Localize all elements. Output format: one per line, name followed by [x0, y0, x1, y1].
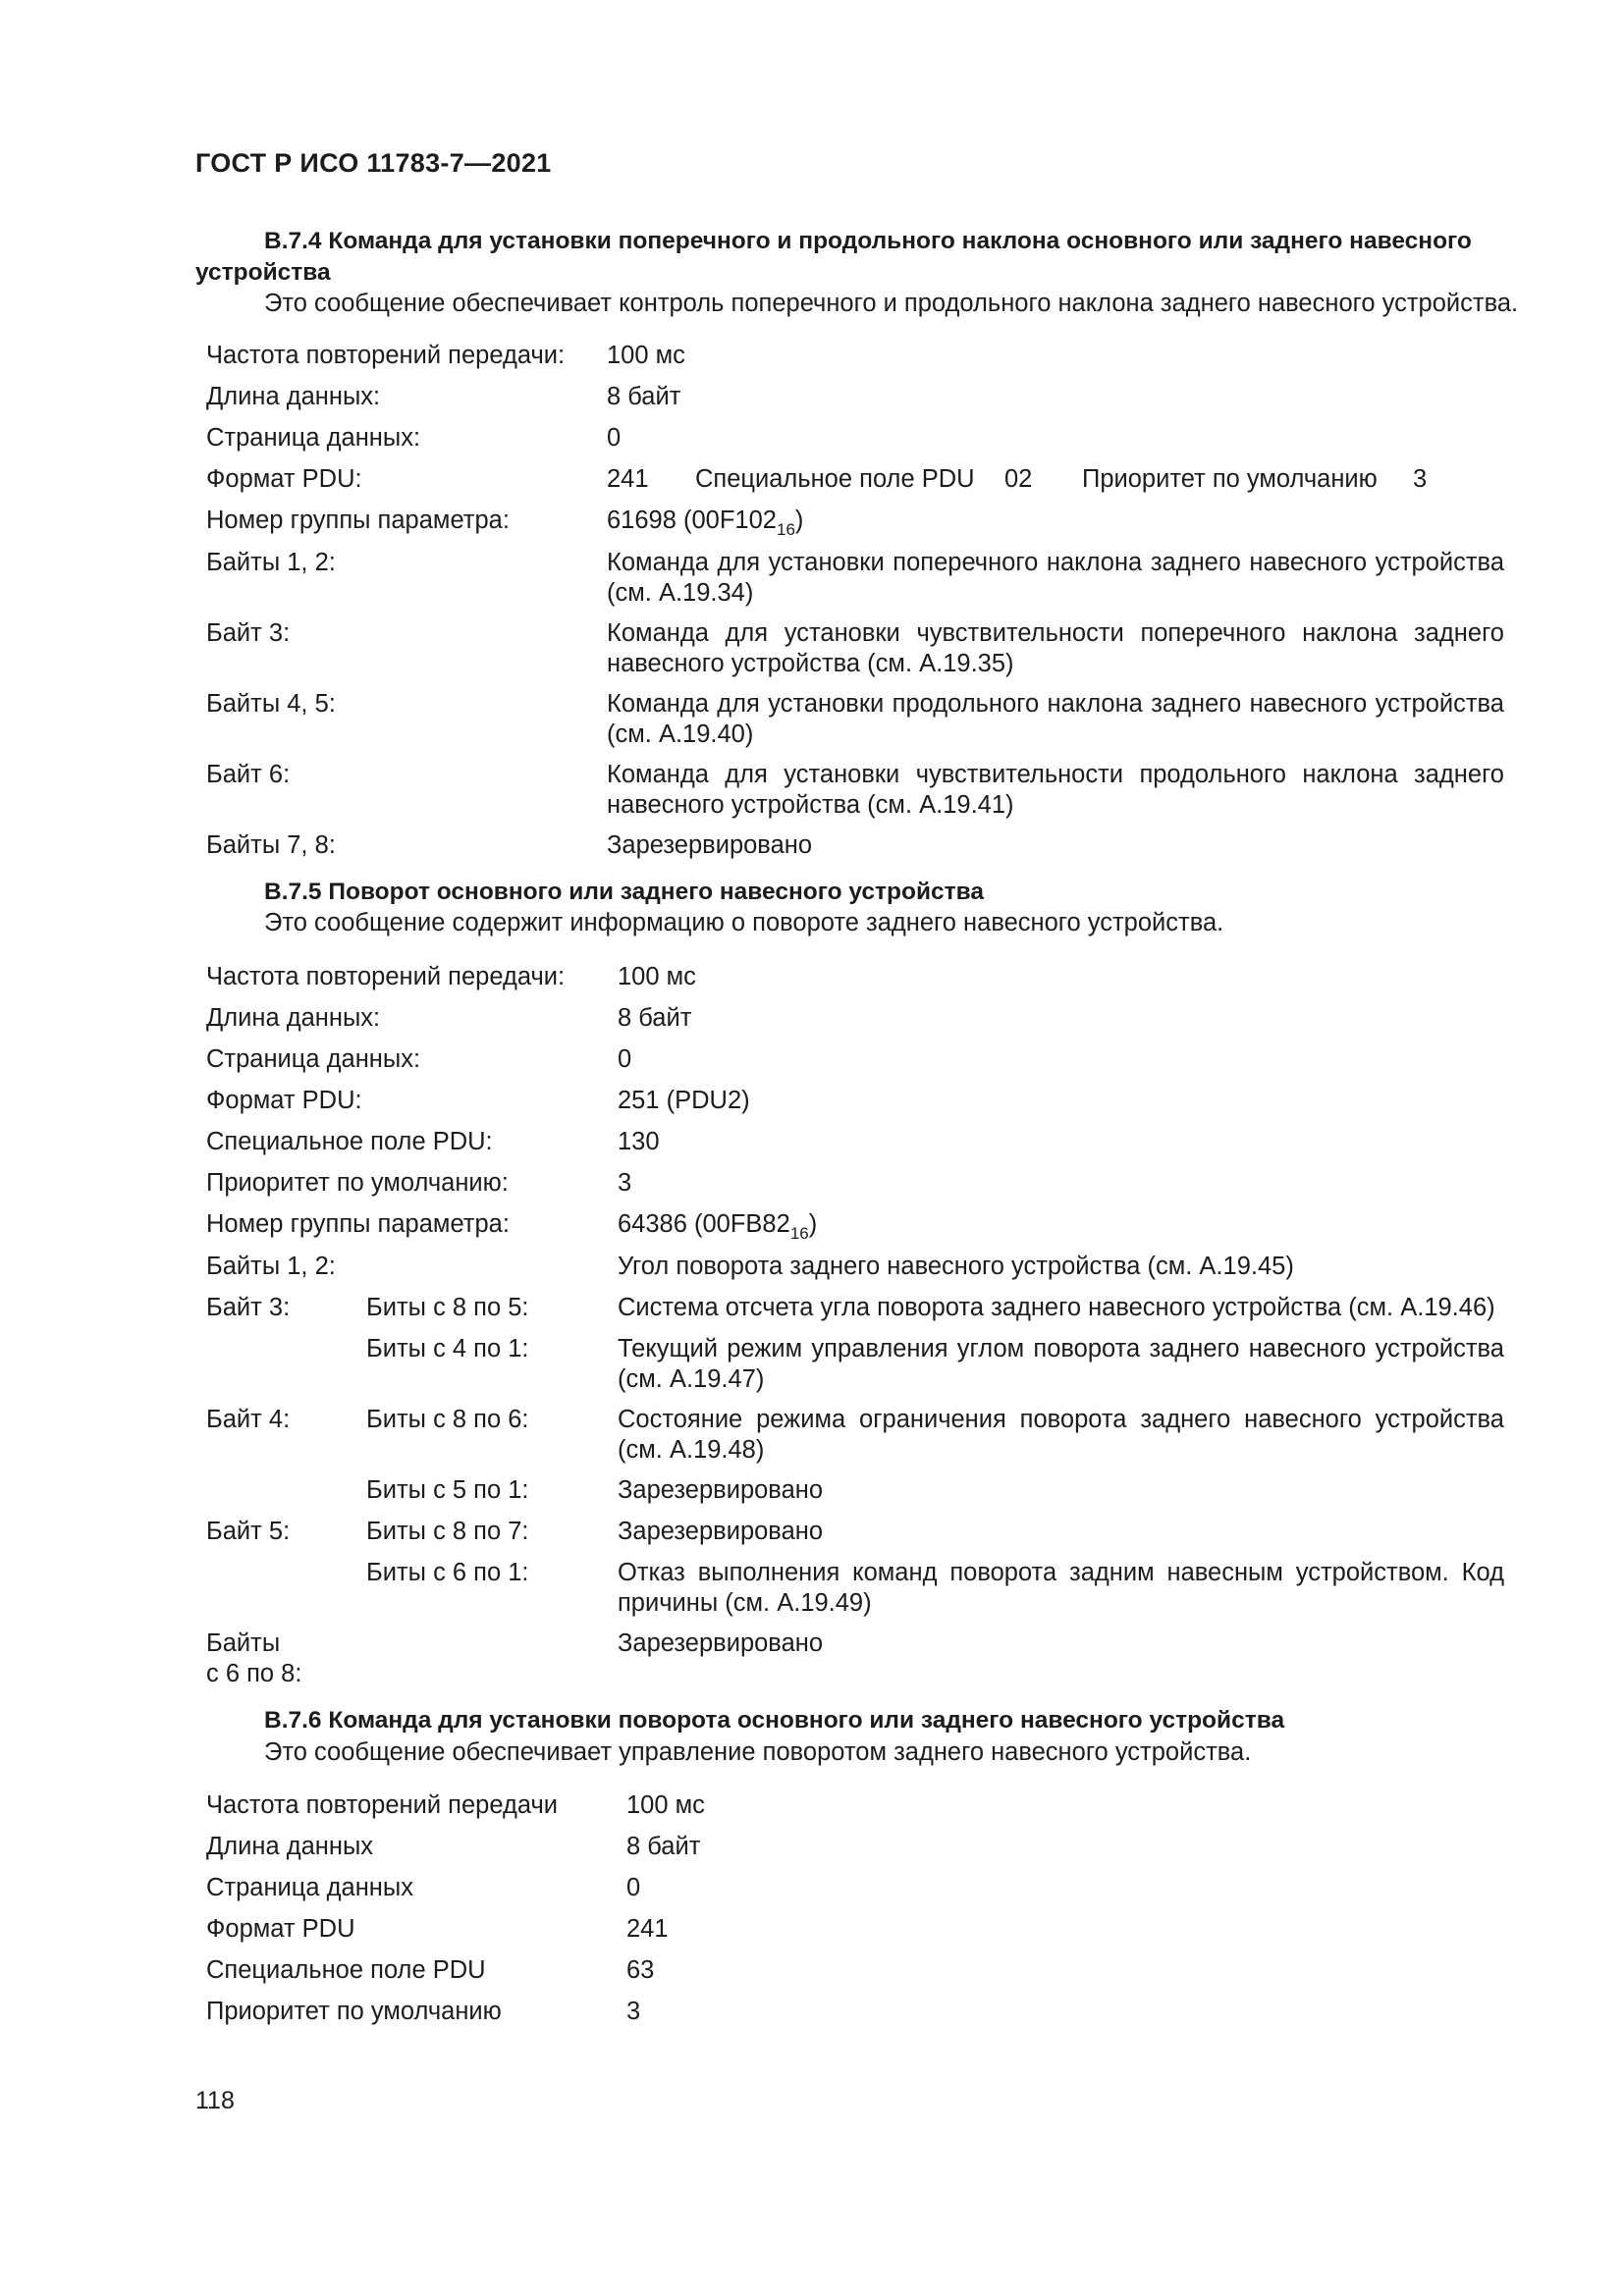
b74-value-bytes-4-5: Команда для установки продольного наклона заднего навесного устройства (см. А.19.40)	[607, 690, 1504, 748]
b74-label-byte-6: Байт 6:	[206, 761, 291, 788]
b74-label-bytes-7-8: Байты 7, 8:	[206, 831, 336, 859]
b75-value-length: 8 байт	[618, 1004, 692, 1032]
b74-value-pgn	[607, 506, 1504, 539]
b76-value-priority: 3	[626, 1998, 641, 2025]
b75-value-byte-3-bits-4-1: Текущий режим управления углом поворота заднего навесного устройства (см. А.19.47)	[618, 1335, 1504, 1393]
b74-label-byte-3: Байт 3:	[206, 619, 291, 647]
b74-value-bytes-7-8: Зарезервировано	[607, 831, 813, 859]
b75-sublabel-byte-3-bits-4-1: Биты с 4 по 1:	[366, 1335, 529, 1362]
b75-sublabel-byte-4-bits-5-1: Биты с 5 по 1:	[366, 1476, 529, 1504]
b76-value-length: 8 байт	[626, 1833, 701, 1860]
b75-value-byte-4-bits-5-1: Зарезервировано	[618, 1476, 824, 1504]
b75-label-pgn: Номер группы параметра:	[206, 1210, 510, 1238]
page-number: 118	[195, 2087, 235, 2114]
b76-label-rate: Частота повторений передачи	[206, 1791, 558, 1819]
b74-value-page: 0	[607, 424, 622, 452]
b75-label-pdu-format: Формат PDU:	[206, 1087, 362, 1114]
section-intro-b74: Это сообщение обеспечивает контроль поперечного и продольного наклона заднего навесного устройства.	[264, 290, 1519, 317]
b75-pgn-suffix: )	[808, 1210, 818, 1238]
b74-pgn-suffix: )	[794, 507, 804, 534]
b76-value-page: 0	[626, 1874, 641, 1901]
b74-value-byte-6: Команда для установки чувствительности продольного наклона заднего навесного устройства (см. А.19.41)	[607, 761, 1504, 819]
b76-value-rate: 100 мс	[626, 1791, 705, 1819]
b75-value-byte-5-bits-6-1: Отказ выполнения команд поворота задним навесным устройством. Код причины (см. А.19.49)	[618, 1559, 1504, 1617]
b76-label-special-field: Специальное поле PDU	[206, 1956, 486, 1984]
b74-priority-value: 3	[1413, 465, 1428, 493]
b74-value-bytes-1-2: Команда для установки поперечного наклона заднего навесного устройства (см. А.19.34)	[607, 549, 1504, 607]
b74-label-rate: Частота повторений передачи:	[206, 342, 566, 369]
b75-value-rate: 100 мс	[618, 963, 696, 990]
b75-value-bytes-1-2: Угол поворота заднего навесного устройства (см. А.19.45)	[618, 1253, 1294, 1280]
b74-value-byte-3: Команда для установки чувствительности поперечного наклона заднего навесного устройства (см. А.19.35)	[607, 619, 1504, 677]
b75-value-priority: 3	[618, 1169, 632, 1197]
b74-label-page: Страница данных:	[206, 424, 421, 452]
b75-label-priority: Приоритет по умолчанию:	[206, 1169, 509, 1197]
b74-label-pgn: Номер группы параметра:	[206, 507, 510, 534]
b75-label-byte-3: Байт 3:	[206, 1294, 291, 1321]
b75-label-bytes-1-2: Байты 1, 2:	[206, 1253, 336, 1280]
b74-label-bytes-1-2: Байты 1, 2:	[206, 549, 336, 576]
b75-value-pdu-format: 251 (PDU2)	[618, 1087, 750, 1114]
b75-value-page: 0	[618, 1045, 632, 1073]
b74-pgn-number: 61698 (00F102	[607, 507, 777, 534]
section-intro-b75: Это сообщение содержит информацию о повороте заднего навесного устройства.	[264, 909, 1224, 936]
b76-label-length: Длина данных	[206, 1833, 374, 1860]
b75-value-bytes-6-8: Зарезервировано	[618, 1629, 824, 1657]
b75-pgn-base: 16	[789, 1224, 809, 1243]
b75-label-rate: Частота повторений передачи:	[206, 963, 566, 990]
b74-label-length: Длина данных:	[206, 383, 381, 410]
b75-value-pgn	[618, 1209, 1504, 1243]
section-title-b76: В.7.6 Команда для установки поворота основного или заднего навесного устройства	[264, 1707, 1285, 1734]
b75-label-byte-4: Байт 4:	[206, 1406, 291, 1433]
b75-label-length: Длина данных:	[206, 1004, 381, 1032]
b75-sublabel-byte-4-bits-8-6: Биты с 8 по 6:	[366, 1406, 529, 1433]
b75-value-byte-5-bits-8-7: Зарезервировано	[618, 1518, 824, 1545]
b74-value-rate: 100 мс	[607, 342, 685, 369]
b75-label-bytes-6-8: Байты	[206, 1629, 281, 1657]
section-intro-b76: Это сообщение обеспечивает управление поворотом заднего навесного устройства.	[264, 1738, 1252, 1766]
b75-pgn-number: 64386 (00FB82	[618, 1210, 790, 1238]
b74-priority-label: Приоритет по умолчанию	[1082, 465, 1378, 493]
b75-label-page: Страница данных:	[206, 1045, 421, 1073]
b75-sublabel-byte-3-bits-8-5: Биты с 8 по 5:	[366, 1294, 529, 1321]
b74-label-bytes-4-5: Байты 4, 5:	[206, 690, 336, 718]
b76-label-pdu-format: Формат PDU	[206, 1915, 355, 1943]
b74-value-length: 8 байт	[607, 383, 681, 410]
b75-label-byte-5: Байт 5:	[206, 1518, 291, 1545]
section-title-b75: В.7.5 Поворот основного или заднего навесного устройства	[264, 879, 985, 905]
b74-pgn-base: 16	[776, 520, 795, 539]
b76-label-page: Страница данных	[206, 1874, 413, 1901]
b75-label-special-field: Специальное поле PDU:	[206, 1128, 493, 1155]
b75-label-bytes-6-8-line2: с 6 по 8:	[206, 1660, 302, 1687]
b74-special-field-value: 02	[1004, 465, 1033, 493]
b75-value-byte-3-bits-8-5: Система отсчета угла поворота заднего навесного устройства (см. А.19.46)	[618, 1294, 1495, 1321]
b74-label-pdu-format: Формат PDU:	[206, 465, 362, 493]
b76-value-pdu-format: 241	[626, 1915, 669, 1943]
b74-special-field-label: Специальное поле PDU	[695, 465, 975, 493]
b76-label-priority: Приоритет по умолчанию	[206, 1998, 502, 2025]
document-header: ГОСТ Р ИСО 11783-7—2021	[195, 148, 552, 178]
b75-sublabel-byte-5-bits-8-7: Биты с 8 по 7:	[366, 1518, 529, 1545]
b75-value-special-field: 130	[618, 1128, 660, 1155]
b75-sublabel-byte-5-bits-6-1: Биты с 6 по 1:	[366, 1559, 529, 1586]
b75-value-byte-4-bits-8-6: Состояние режима ограничения поворота заднего навесного устройства (см. А.19.48)	[618, 1406, 1504, 1464]
b76-value-special-field: 63	[626, 1956, 655, 1984]
b74-value-pdu-format: 241	[607, 465, 649, 493]
section-title-b74: В.7.4 Команда для установки поперечного и продольного наклона основного или заднего навесного устройства	[195, 228, 1472, 286]
